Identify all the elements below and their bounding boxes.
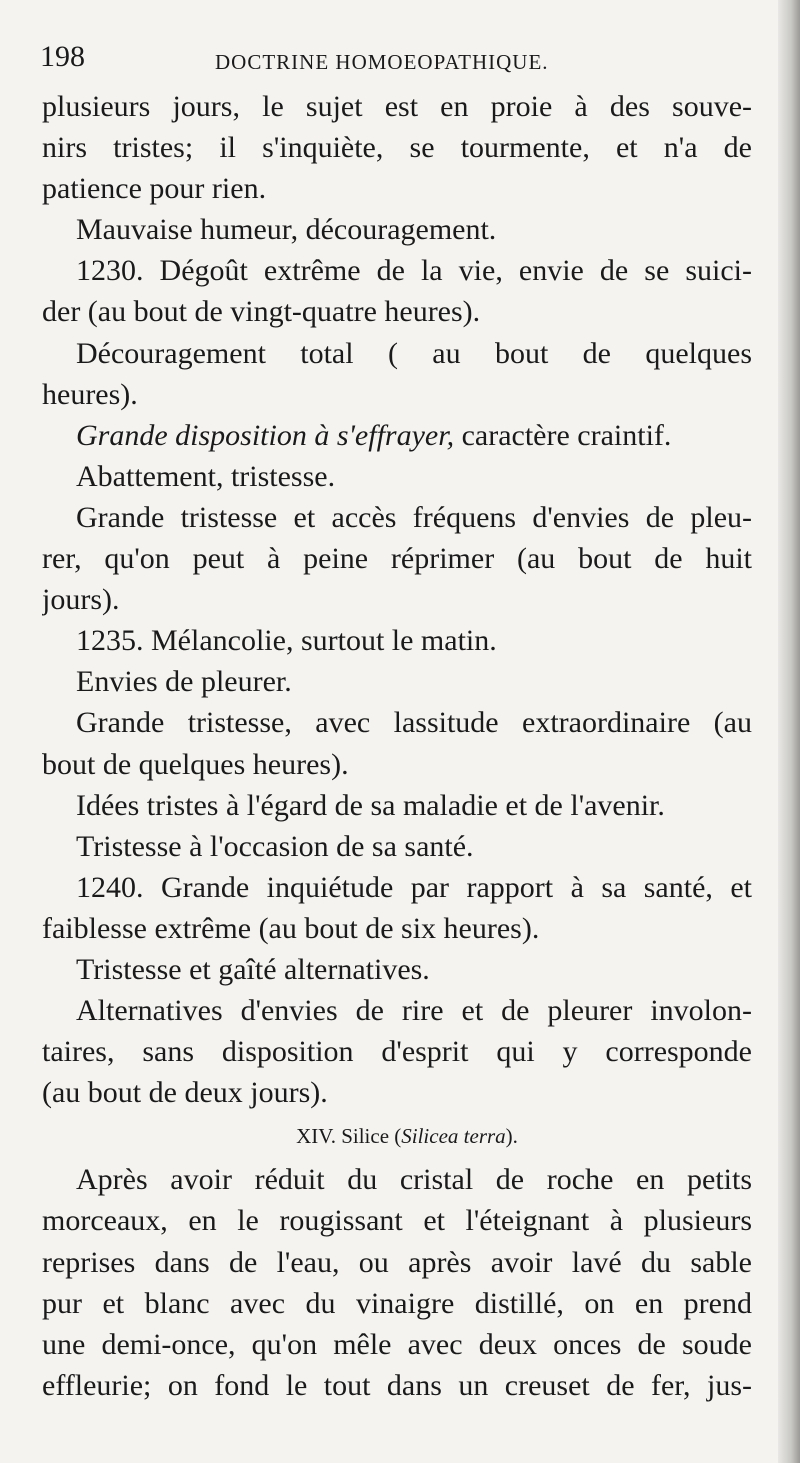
running-head: DOCTRINE HOMOEOPATHIQUE. [215, 50, 549, 74]
body-text [42, 86, 752, 1406]
text-line: Découragement total ( au bout de quelques [76, 336, 752, 370]
text-line: Tristesse à l'occasion de sa santé. [76, 829, 474, 863]
roman-phrase: caractère craintif. [454, 418, 672, 452]
text-line: reprises dans de l'eau, ou après avoir lavé du sable [42, 1245, 752, 1279]
text-line: jours). [42, 583, 120, 617]
text-line: patience pour rien. [42, 172, 267, 206]
page-edge-shadow [778, 0, 800, 1463]
text-line: heures). [42, 377, 138, 411]
text-line: 1240. Grande inquiétude par rapport à sa santé, et [76, 870, 752, 904]
text-line: faiblesse extrême (au bout de six heures). [42, 911, 540, 945]
text-line: Abattement, tristesse. [76, 459, 336, 493]
text-line: une demi-once, qu'on mêle avec deux onces de soude [42, 1327, 752, 1361]
page-number: 198 [40, 40, 85, 73]
text-line: Grande tristesse, avec lassitude extraordinaire (au [76, 706, 752, 740]
text-line: 1235. Mélancolie, surtout le matin. [76, 624, 497, 658]
text-line: Alternatives d'envies de rire et de pleurer involon- [76, 994, 752, 1028]
text-line: pur et blanc avec du vinaigre distillé, on en prend [42, 1286, 752, 1320]
section-label: XIV. Silice ( [296, 1124, 402, 1149]
text-line: Après avoir réduit du cristal de roche en petits [76, 1163, 752, 1197]
text-line: bout de quelques heures). [42, 747, 349, 781]
text-line: der (au bout de vingt-quatre heures). [42, 295, 481, 329]
section-latin-name: Silicea terra [401, 1124, 506, 1149]
italic-phrase: Grande disposition à s'effrayer, [76, 418, 455, 452]
text-line: Tristesse et gaîté alternatives. [76, 952, 430, 986]
text-line: nirs tristes; il s'inquiète, se tourmente, et n'a de [42, 131, 752, 165]
section-close: ). [505, 1124, 518, 1149]
page-header [40, 40, 760, 80]
text-line: 1230. Dégoût extrême de la vie, envie de se suici- [76, 254, 752, 288]
text-line: (au bout de deux jours). [42, 1076, 328, 1110]
text-line: Envies de pleurer. [76, 665, 292, 699]
text-line: morceaux, en le rougissant et l'éteignant à plusieurs [42, 1204, 752, 1238]
text-line: taires, sans disposition d'esprit qui y corresponde [42, 1035, 752, 1069]
text-line: Grande tristesse et accès fréquens d'envies de pleu- [76, 500, 752, 534]
text-line: Idées tristes à l'égard de sa maladie et de l'avenir. [76, 788, 665, 822]
text-line: rer, qu'on peut à peine réprimer (au bout de huit [42, 542, 752, 576]
text-line: effleurie; on fond le tout dans un creuset de fer, jus- [42, 1368, 752, 1402]
section-heading [42, 1113, 752, 1159]
text-line: Mauvaise humeur, découragement. [76, 213, 497, 247]
text-line-italic [42, 415, 752, 456]
text-line: plusieurs jours, le sujet est en proie à des souve- [42, 90, 752, 123]
